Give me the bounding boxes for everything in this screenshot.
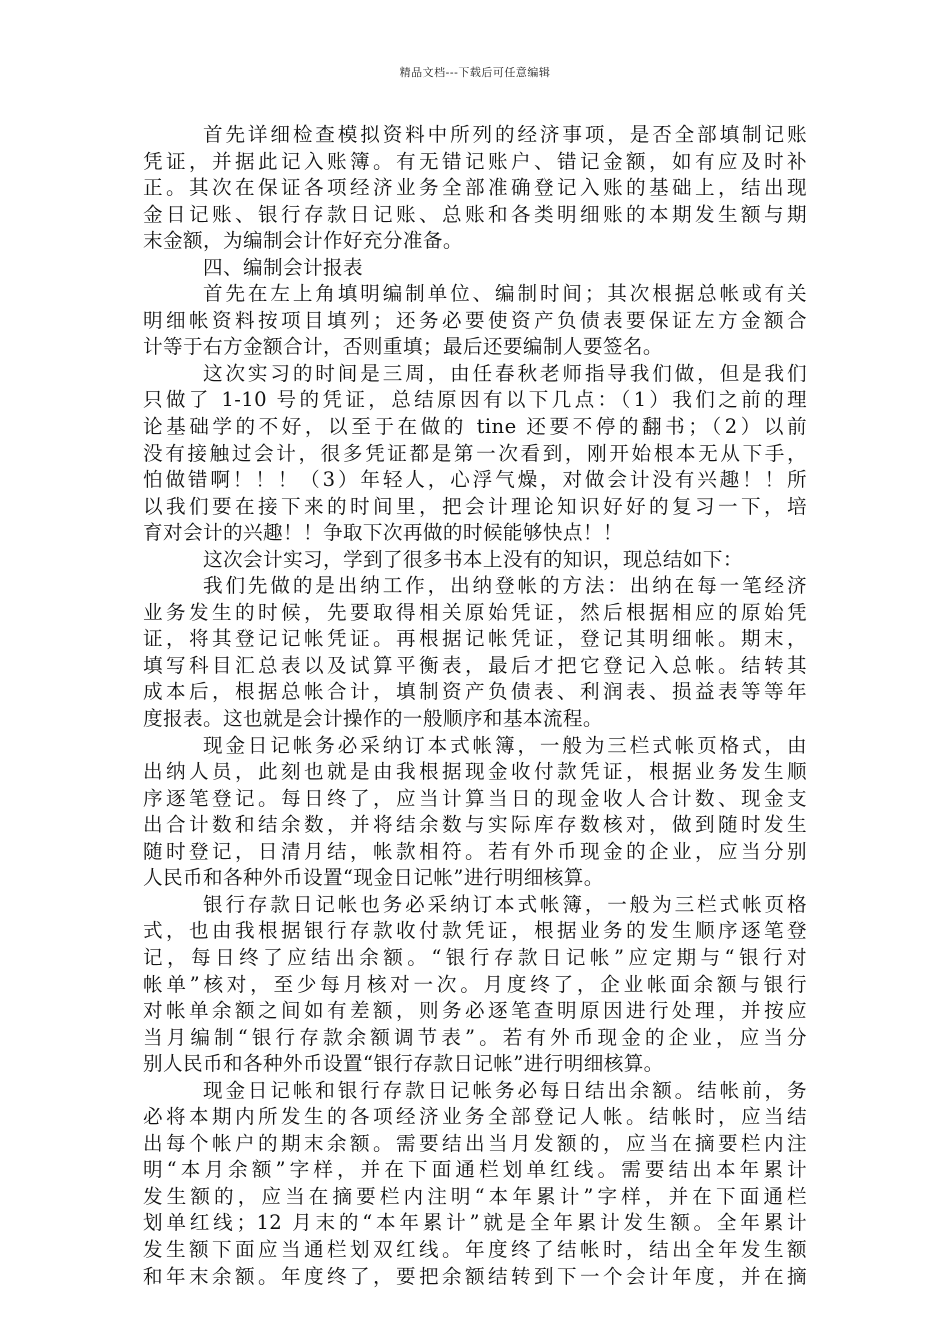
text-line: 序逐笔登记。每日终了，应当计算当日的现金收人合计数、现金支 [143, 786, 807, 810]
text-line: 帐单”核对，至少每月核对一次。月度终了，企业帐面余额与银行 [143, 972, 807, 996]
text-line: 以我们要在接下来的时间里，把会计理论知识好好的复习一下，培 [143, 494, 807, 518]
text-line: 现金日记帐和银行存款日记帐务必每日结出余额。结帐前，务 [203, 1078, 807, 1102]
text-line: 育对会计的兴趣！！争取下次再做的时候能够快点！！ [143, 521, 623, 545]
text-line: 首先在左上角填明编制单位、编制时间；其次根据总帐或有关 [203, 282, 807, 306]
text-line: 发生额下面应当通栏划双红线。年度终了结帐时，结出全年发生额 [143, 1237, 807, 1261]
text-line: 证，将其登记记帐凭证。再根据记帐凭证，登记其明细帐。期末， [143, 627, 807, 651]
text-line: 末金额，为编制会计作好充分准备。 [143, 229, 463, 253]
text-line: 当月编制“银行存款余额调节表”。若有外币现金的企业，应当分 [143, 1025, 807, 1049]
text-line: 出合计数和结余数，并将结余数与实际库存数核对，做到随时发生 [143, 813, 807, 837]
text-line: 凭证，并据此记入账簿。有无错记账户、错记金额，如有应及时补 [143, 149, 807, 173]
text-line: 别人民币和各种外币设置“银行存款日记帐”进行明细核算。 [143, 1052, 664, 1076]
document-body [143, 122, 807, 1290]
text-line: 业务发生的时候，先要取得相关原始凭证，然后根据相应的原始凭 [143, 600, 807, 624]
text-line: 必将本期内所发生的各项经济业务全部登记人帐。结帐时，应当结 [143, 1105, 807, 1129]
text-line: 怕做错啊！！！（3）年轻人，心浮气燥，对做会计没有兴趣！！所 [143, 468, 807, 492]
text-line: 明细帐资料按项目填列；还务必要使资产负债表要保证左方金额合 [143, 308, 807, 332]
text-line: 记，每日终了应结出余额。“银行存款日记帐”应定期与“银行对 [143, 945, 807, 969]
section-heading: 四、编制会计报表 [203, 255, 363, 279]
text-line: 没有接触过会计，很多凭证都是第一次看到，刚开始根本无从下手， [143, 441, 807, 465]
text-line: 我们先做的是出纳工作，出纳登帐的方法：出纳在每一笔经济 [203, 574, 807, 598]
text-line: 出纳人员，此刻也就是由我根据现金收付款凭证，根据业务发生顺 [143, 760, 807, 784]
text-line: 发生额的，应当在摘要栏内注明“本年累计”字样，并在下面通栏 [143, 1184, 807, 1208]
text-line: 式，也由我根据银行存款收付款凭证，根据业务的发生顺序逐笔登 [143, 919, 807, 943]
text-line: 划单红线；12 月末的“本年累计”就是全年累计发生额。全年累计 [143, 1211, 807, 1235]
page-header: 精品文档---下载后可任意编辑 [399, 66, 551, 79]
text-line: 随时登记，日清月结，帐款相符。若有外币现金的企业，应当分别 [143, 839, 807, 863]
text-line: 正。其次在保证各项经济业务全部准确登记入账的基础上，结出现 [143, 176, 807, 200]
text-line: 这次会计实习，学到了很多书本上没有的知识，现总结如下： [203, 547, 743, 571]
text-line: 度报表。这也就是会计操作的一般顺序和基本流程。 [143, 707, 603, 731]
text-line: 论基础学的不好，以至于在做的 tine 还要不停的翻书；（2）以前 [143, 415, 807, 439]
text-line: 首先详细检查模拟资料中所列的经济事项，是否全部填制记账 [203, 123, 807, 146]
text-line: 填写科目汇总表以及试算平衡表，最后才把它登记入总帐。结转其 [143, 653, 807, 677]
text-line: 计等于右方金额合计，否则重填；最后还要编制人要签名。 [143, 335, 663, 359]
text-line: 银行存款日记帐也务必采纳订本式帐簿，一般为三栏式帐页格 [203, 892, 807, 916]
text-line: 人民币和各种外币设置“现金日记帐”进行明细核算。 [143, 866, 604, 890]
text-line: 成本后，根据总帐合计，填制资产负债表、利润表、损益表等等年 [143, 680, 807, 704]
text-line: 现金日记帐务必采纳订本式帐簿，一般为三栏式帐页格式，由 [203, 733, 807, 757]
text-line: 只做了 1-10 号的凭证，总结原因有以下几点：（1）我们之前的理 [143, 388, 807, 412]
text-line: 和年末余额。年度终了，要把余额结转到下一个会计年度，并在摘 [143, 1264, 807, 1288]
text-line: 明“本月余额”字样，并在下面通栏划单红线。需要结出本年累计 [143, 1158, 807, 1182]
text-line: 金日记账、银行存款日记账、总账和各类明细账的本期发生额与期 [143, 202, 807, 226]
text-line: 对帐单余额之间如有差额，则务必逐笔查明原因进行处理，并按应 [143, 999, 807, 1023]
text-line: 出每个帐户的期末余额。需要结出当月发额的，应当在摘要栏内注 [143, 1131, 807, 1155]
text-line: 这次实习的时间是三周，由任春秋老师指导我们做，但是我们 [203, 361, 807, 385]
